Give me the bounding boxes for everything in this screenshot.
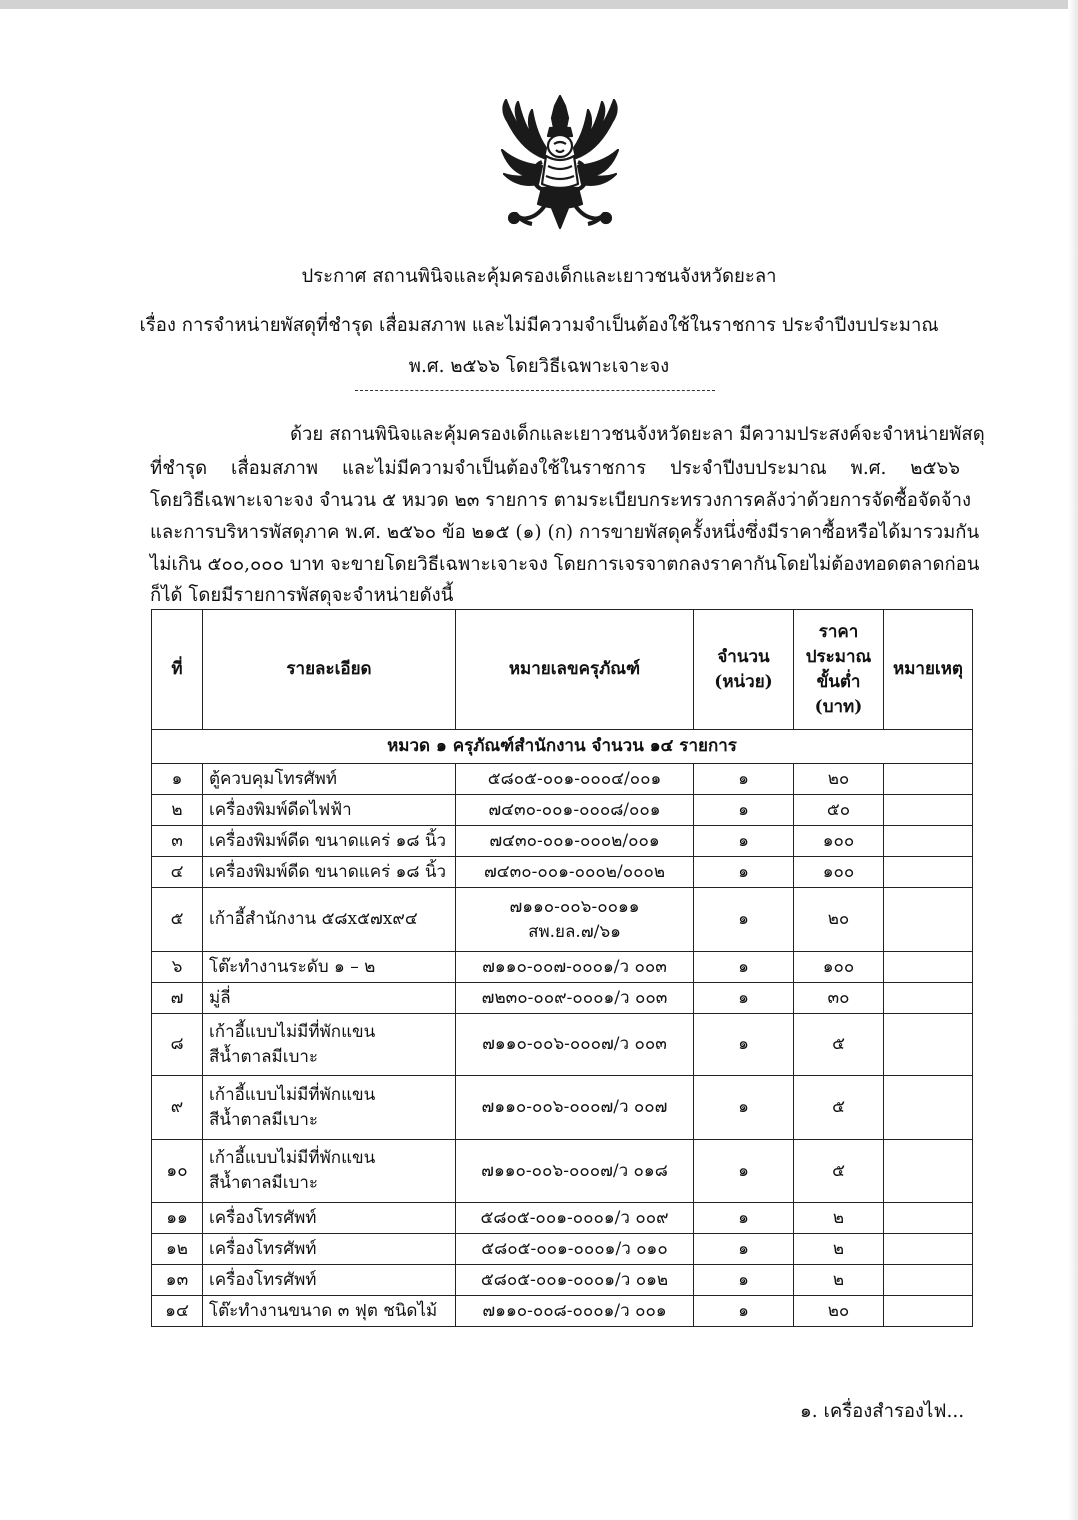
table-row — [152, 983, 973, 1014]
cell-note — [884, 952, 973, 983]
subject-line-2: พ.ศ. ๒๕๖๖ โดยวิธีเฉพาะเจาะจง — [408, 356, 670, 377]
cell-asset-code-text: ๕๘๐๕-๐๐๑-๐๐๐๔/๐๐๑ — [487, 768, 662, 789]
cell-asset-code-text: ๗๑๑๐-๐๐๖-๐๐๐๗/ว ๐๑๘ — [481, 1160, 668, 1181]
table-row — [152, 1203, 973, 1234]
cell-note — [884, 1203, 973, 1234]
cell-min-price-text: ๒๐ — [827, 1300, 850, 1321]
body-line-4: และการบริหารพัสดุภาค พ.ศ. ๒๕๖๐ ข้อ ๒๑๕ (๑) (ก) การขายพัสดุครั้งหนึ่งซึ่งมีราคาซื้อหรือได้มารวมกัน — [150, 522, 980, 543]
body-line-1: ด้วย สถานพินิจและคุ้มครองเด็กและเยาวชนจังหวัดยะลา มีความประสงค์จะจำหน่ายพัสดุ — [290, 424, 985, 445]
cell-quantity-text: ๑ — [738, 1034, 749, 1054]
cell-quantity-text: ๑ — [738, 1300, 749, 1321]
cell-no-text: ๖ — [171, 956, 183, 977]
cell-min-price-text: ๕ — [832, 1034, 845, 1054]
cell-quantity — [694, 857, 794, 888]
cell-quantity — [694, 1076, 794, 1140]
cell-no — [152, 1203, 203, 1234]
cell-asset-code — [456, 795, 694, 826]
cell-detail-text: เครื่องโทรศัพท์ — [209, 1207, 317, 1228]
cell-asset-code — [456, 1234, 694, 1265]
body-line-6: ก็ได้ โดยมีรายการพัสดุจะจำหน่ายดังนี้ — [150, 585, 454, 606]
cell-no — [152, 764, 203, 795]
cell-no-text: ๑ — [171, 768, 183, 789]
table-row — [152, 857, 973, 888]
cell-asset-code-text: ๕๘๐๕-๐๐๑-๐๐๐๑/ว ๐๐๙ — [480, 1207, 669, 1228]
cell-quantity-text: ๑ — [738, 1238, 749, 1259]
cell-min-price — [794, 888, 884, 952]
cell-detail-text: เครื่องโทรศัพท์ — [209, 1269, 317, 1290]
cell-quantity — [694, 795, 794, 826]
cell-min-price-text: ๒ — [832, 1269, 845, 1290]
table-row — [152, 1296, 973, 1327]
cell-asset-code — [456, 857, 694, 888]
cell-no — [152, 1296, 203, 1327]
cell-detail — [203, 826, 456, 857]
cell-asset-code — [456, 952, 694, 983]
table-row — [152, 1014, 973, 1076]
header-price-line2: ประมาณ — [805, 646, 872, 667]
cell-no-text: ๗ — [170, 987, 184, 1008]
cell-no — [152, 1076, 203, 1140]
cell-asset-code-text: ๗๒๓๐-๐๐๙-๐๐๐๑/ว ๐๐๓ — [481, 987, 668, 1008]
cell-asset-code — [456, 1076, 694, 1140]
cell-min-price — [794, 826, 884, 857]
cell-detail-text: โต๊ะทำงานระดับ ๑ – ๒ — [209, 956, 376, 977]
cell-no-text: ๑๔ — [165, 1300, 189, 1321]
cell-quantity-text: ๑ — [738, 799, 749, 820]
cell-no — [152, 826, 203, 857]
cell-asset-code-text: ๗๑๑๐-๐๐๖-๐๐๐๗/ว ๐๐๗ — [481, 1097, 668, 1117]
cell-note — [884, 1140, 973, 1203]
cell-no — [152, 1265, 203, 1296]
cell-detail — [203, 1265, 456, 1296]
cell-note — [884, 1296, 973, 1327]
cell-min-price-text: ๓๐ — [827, 987, 850, 1008]
cell-min-price-text: ๑๐๐ — [822, 861, 855, 882]
cell-min-price-text: ๒๐ — [827, 768, 850, 789]
cell-min-price — [794, 1076, 884, 1140]
cell-detail-text: สีน้ำตาลมีเบาะ — [209, 1173, 319, 1193]
cell-detail — [203, 1203, 456, 1234]
header-detail: รายละเอียด — [203, 610, 456, 730]
cell-no-text: ๔ — [170, 861, 184, 882]
cell-min-price — [794, 1265, 884, 1296]
cell-no-text: ๑๒ — [166, 1238, 188, 1259]
table-row — [152, 1234, 973, 1265]
cell-note — [884, 983, 973, 1014]
cell-asset-code-text: ๗๔๓๐-๐๐๑-๐๐๐๒/๐๐๑ — [489, 830, 660, 851]
cell-detail — [203, 952, 456, 983]
cell-quantity — [694, 1234, 794, 1265]
cell-note — [884, 795, 973, 826]
cell-no — [152, 1140, 203, 1203]
header-price-line1: ราคา — [818, 621, 859, 642]
cell-asset-code — [456, 1014, 694, 1076]
cell-detail — [203, 857, 456, 888]
cell-quantity-text: ๑ — [738, 861, 749, 882]
table-row — [152, 795, 973, 826]
subject-line-1: เรื่อง การจำหน่ายพัสดุที่ชำรุด เสื่อมสภาพ และไม่มีความจำเป็นต้องใช้ในราชการ ประจำปีงบประมาณ — [139, 315, 939, 336]
cell-detail-text: เครื่องพิมพ์ดีด ขนาดแคร่ ๑๘ นิ้ว — [209, 861, 447, 882]
cell-detail-text: เก้าอี้สำนักงาน ๕๘x๕๗x๙๔ — [209, 909, 418, 929]
cell-detail — [203, 888, 456, 952]
cell-min-price — [794, 952, 884, 983]
scan-right-shadow — [1068, 0, 1078, 1520]
cell-asset-code — [456, 826, 694, 857]
cell-detail — [203, 764, 456, 795]
cell-detail-text: มู่ลี่ — [209, 987, 231, 1008]
header-note: หมายเหตุ — [884, 610, 973, 730]
cell-min-price — [794, 1296, 884, 1327]
continuation-text: ๑. เครื่องสำรองไฟ... — [800, 1401, 965, 1422]
cell-note — [884, 888, 973, 952]
cell-detail-text: โต๊ะทำงานขนาด ๓ ฟุต ชนิดไม้ — [209, 1300, 438, 1321]
cell-asset-code-text: ๗๔๓๐-๐๐๑-๐๐๐๒/๐๐๐๒ — [483, 861, 666, 882]
body-line-2: ที่ชำรุด เสื่อมสภาพ และไม่มีความจำเป็นต้องใช้ในราชการ ประจำปีงบประมาณ พ.ศ. ๒๕๖๖ — [150, 458, 960, 479]
cell-no-text: ๑๐ — [166, 1160, 188, 1181]
cell-no — [152, 1234, 203, 1265]
cell-note — [884, 1265, 973, 1296]
cell-no-text: ๕ — [170, 909, 184, 929]
cell-asset-code-text: ๗๔๓๐-๐๐๑-๐๐๐๘/๐๐๑ — [488, 799, 661, 820]
cell-asset-code — [456, 764, 694, 795]
divider-dashes — [355, 390, 715, 391]
cell-no-text: ๓ — [171, 830, 183, 851]
cell-quantity-text: ๑ — [738, 909, 749, 929]
cell-detail-text: เก้าอี้แบบไม่มีที่พักแขน — [209, 1148, 376, 1168]
asset-disposal-table — [151, 609, 973, 1327]
cell-asset-code-text: ๕๘๐๕-๐๐๑-๐๐๐๑/ว ๐๑๒ — [480, 1269, 669, 1290]
cell-detail-text: สีน้ำตาลมีเบาะ — [209, 1109, 319, 1130]
cell-no — [152, 888, 203, 952]
section-row — [152, 730, 973, 764]
cell-quantity — [694, 1140, 794, 1203]
cell-no-text: ๒ — [171, 799, 183, 820]
cell-detail — [203, 1234, 456, 1265]
cell-detail — [203, 1296, 456, 1327]
cell-asset-code — [456, 1203, 694, 1234]
cell-min-price-text: ๕๐ — [826, 799, 851, 820]
cell-min-price — [794, 795, 884, 826]
cell-detail-text: เก้าอี้แบบไม่มีที่พักแขน — [209, 1084, 376, 1105]
section-title: หมวด ๑ ครุภัณฑ์สำนักงาน จำนวน ๑๔ รายการ — [152, 730, 973, 764]
cell-no — [152, 952, 203, 983]
cell-min-price — [794, 1140, 884, 1203]
header-no: ที่ — [152, 610, 203, 730]
body-line-5: ไม่เกิน ๕๐๐,๐๐๐ บาท จะขายโดยวิธีเฉพาะเจาะจง โดยการเจรจาตกลงราคากันโดยไม่ต้องทอดตลาดก่อน — [150, 554, 980, 575]
cell-min-price — [794, 857, 884, 888]
table-row — [152, 1140, 973, 1203]
cell-min-price — [794, 1203, 884, 1234]
cell-asset-code — [456, 983, 694, 1014]
table-header-row — [152, 610, 973, 730]
cell-min-price-text: ๑๐๐ — [822, 830, 855, 851]
cell-min-price — [794, 764, 884, 795]
cell-no — [152, 983, 203, 1014]
cell-quantity — [694, 826, 794, 857]
table-row — [152, 952, 973, 983]
header-price — [794, 610, 884, 730]
table-row — [152, 1265, 973, 1296]
cell-asset-code — [456, 888, 694, 952]
cell-min-price — [794, 1234, 884, 1265]
cell-quantity-text: ๑ — [738, 1269, 749, 1290]
cell-min-price-text: ๕ — [832, 1160, 845, 1181]
cell-detail — [203, 795, 456, 826]
cell-quantity-text: ๑ — [738, 830, 749, 851]
cell-asset-code — [456, 1140, 694, 1203]
header-price-line4: (บาท) — [814, 696, 863, 717]
cell-quantity-text: ๑ — [738, 1207, 749, 1228]
cell-quantity — [694, 1203, 794, 1234]
cell-note — [884, 1076, 973, 1140]
table-row — [152, 1076, 973, 1140]
header-code: หมายเลขครุภัณฑ์ — [456, 610, 694, 730]
cell-no — [152, 857, 203, 888]
cell-asset-code-text: ๕๘๐๕-๐๐๑-๐๐๐๑/ว ๐๑๐ — [481, 1238, 668, 1259]
header-qty — [694, 610, 794, 730]
cell-no-text: ๑๓ — [165, 1269, 189, 1290]
garuda-emblem-icon — [492, 92, 628, 234]
cell-quantity — [694, 1265, 794, 1296]
cell-detail — [203, 1140, 456, 1203]
cell-min-price-text: ๕ — [832, 1097, 845, 1117]
cell-quantity-text: ๑ — [738, 987, 749, 1008]
cell-asset-code-text: ๗๑๑๐-๐๐๖-๐๐๐๗/ว ๐๐๓ — [482, 1034, 667, 1054]
cell-detail-text: เก้าอี้แบบไม่มีที่พักแขน — [209, 1021, 376, 1042]
cell-note — [884, 1014, 973, 1076]
table-row — [152, 888, 973, 952]
cell-asset-code — [456, 1265, 694, 1296]
cell-quantity-text: ๑ — [738, 956, 749, 977]
cell-quantity-text: ๑ — [738, 1097, 749, 1117]
table-row — [152, 826, 973, 857]
cell-min-price — [794, 1014, 884, 1076]
cell-detail-text: เครื่องพิมพ์ดีด ขนาดแคร่ ๑๘ นิ้ว — [209, 830, 447, 851]
cell-detail — [203, 983, 456, 1014]
cell-no-text: ๘ — [170, 1034, 184, 1054]
cell-quantity — [694, 888, 794, 952]
cell-min-price-text: ๑๐๐ — [822, 956, 855, 977]
cell-quantity-text: ๑ — [738, 1160, 749, 1181]
cell-asset-code-text: ๗๑๑๐-๐๐๖-๐๐๑๑ — [509, 896, 640, 917]
cell-min-price-text: ๒ — [832, 1207, 845, 1228]
cell-detail-text: เครื่องโทรศัพท์ — [209, 1238, 317, 1259]
cell-no-text: ๙ — [170, 1097, 184, 1117]
cell-quantity — [694, 952, 794, 983]
cell-asset-code-text: ๗๑๑๐-๐๐๗-๐๐๐๑/ว ๐๐๓ — [482, 956, 667, 977]
cell-note — [884, 826, 973, 857]
cell-quantity — [694, 983, 794, 1014]
header-price-line3: ขั้นต่ำ — [816, 671, 861, 692]
cell-note — [884, 1234, 973, 1265]
cell-quantity-text: ๑ — [738, 768, 749, 789]
header-qty-line1: จำนวน — [717, 646, 770, 667]
cell-detail — [203, 1076, 456, 1140]
body-line-3: โดยวิธีเฉพาะเจาะจง จำนวน ๕ หมวด ๒๓ รายการ ตามระเบียบกระทรวงการคลังว่าด้วยการจัดซื้อจัดจ้าง — [150, 490, 971, 511]
cell-asset-code-text: สพ.ยล.๗/๖๑ — [528, 921, 621, 942]
cell-note — [884, 857, 973, 888]
cell-no — [152, 1014, 203, 1076]
cell-detail-text: สีน้ำตาลมีเบาะ — [209, 1046, 319, 1067]
cell-detail-text: ตู้ควบคุมโทรศัพท์ — [209, 768, 337, 789]
scan-top-border — [0, 0, 1078, 9]
cell-min-price — [794, 983, 884, 1014]
cell-asset-code-text: ๗๑๑๐-๐๐๘-๐๐๐๑/ว ๐๐๑ — [482, 1300, 667, 1321]
table-row — [152, 764, 973, 795]
cell-quantity — [694, 1296, 794, 1327]
cell-asset-code — [456, 1296, 694, 1327]
cell-no — [152, 795, 203, 826]
cell-min-price-text: ๒๐ — [827, 909, 850, 929]
header-qty-line2: (หน่วย) — [714, 671, 773, 692]
cell-no-text: ๑๑ — [166, 1207, 188, 1228]
cell-detail-text: เครื่องพิมพ์ดีดไฟฟ้า — [209, 799, 352, 820]
cell-min-price-text: ๒ — [832, 1238, 845, 1259]
cell-detail — [203, 1014, 456, 1076]
cell-quantity — [694, 1014, 794, 1076]
cell-note — [884, 764, 973, 795]
cell-quantity — [694, 764, 794, 795]
announcement-title: ประกาศ สถานพินิจและคุ้มครองเด็กและเยาวชนจังหวัดยะลา — [301, 266, 777, 287]
